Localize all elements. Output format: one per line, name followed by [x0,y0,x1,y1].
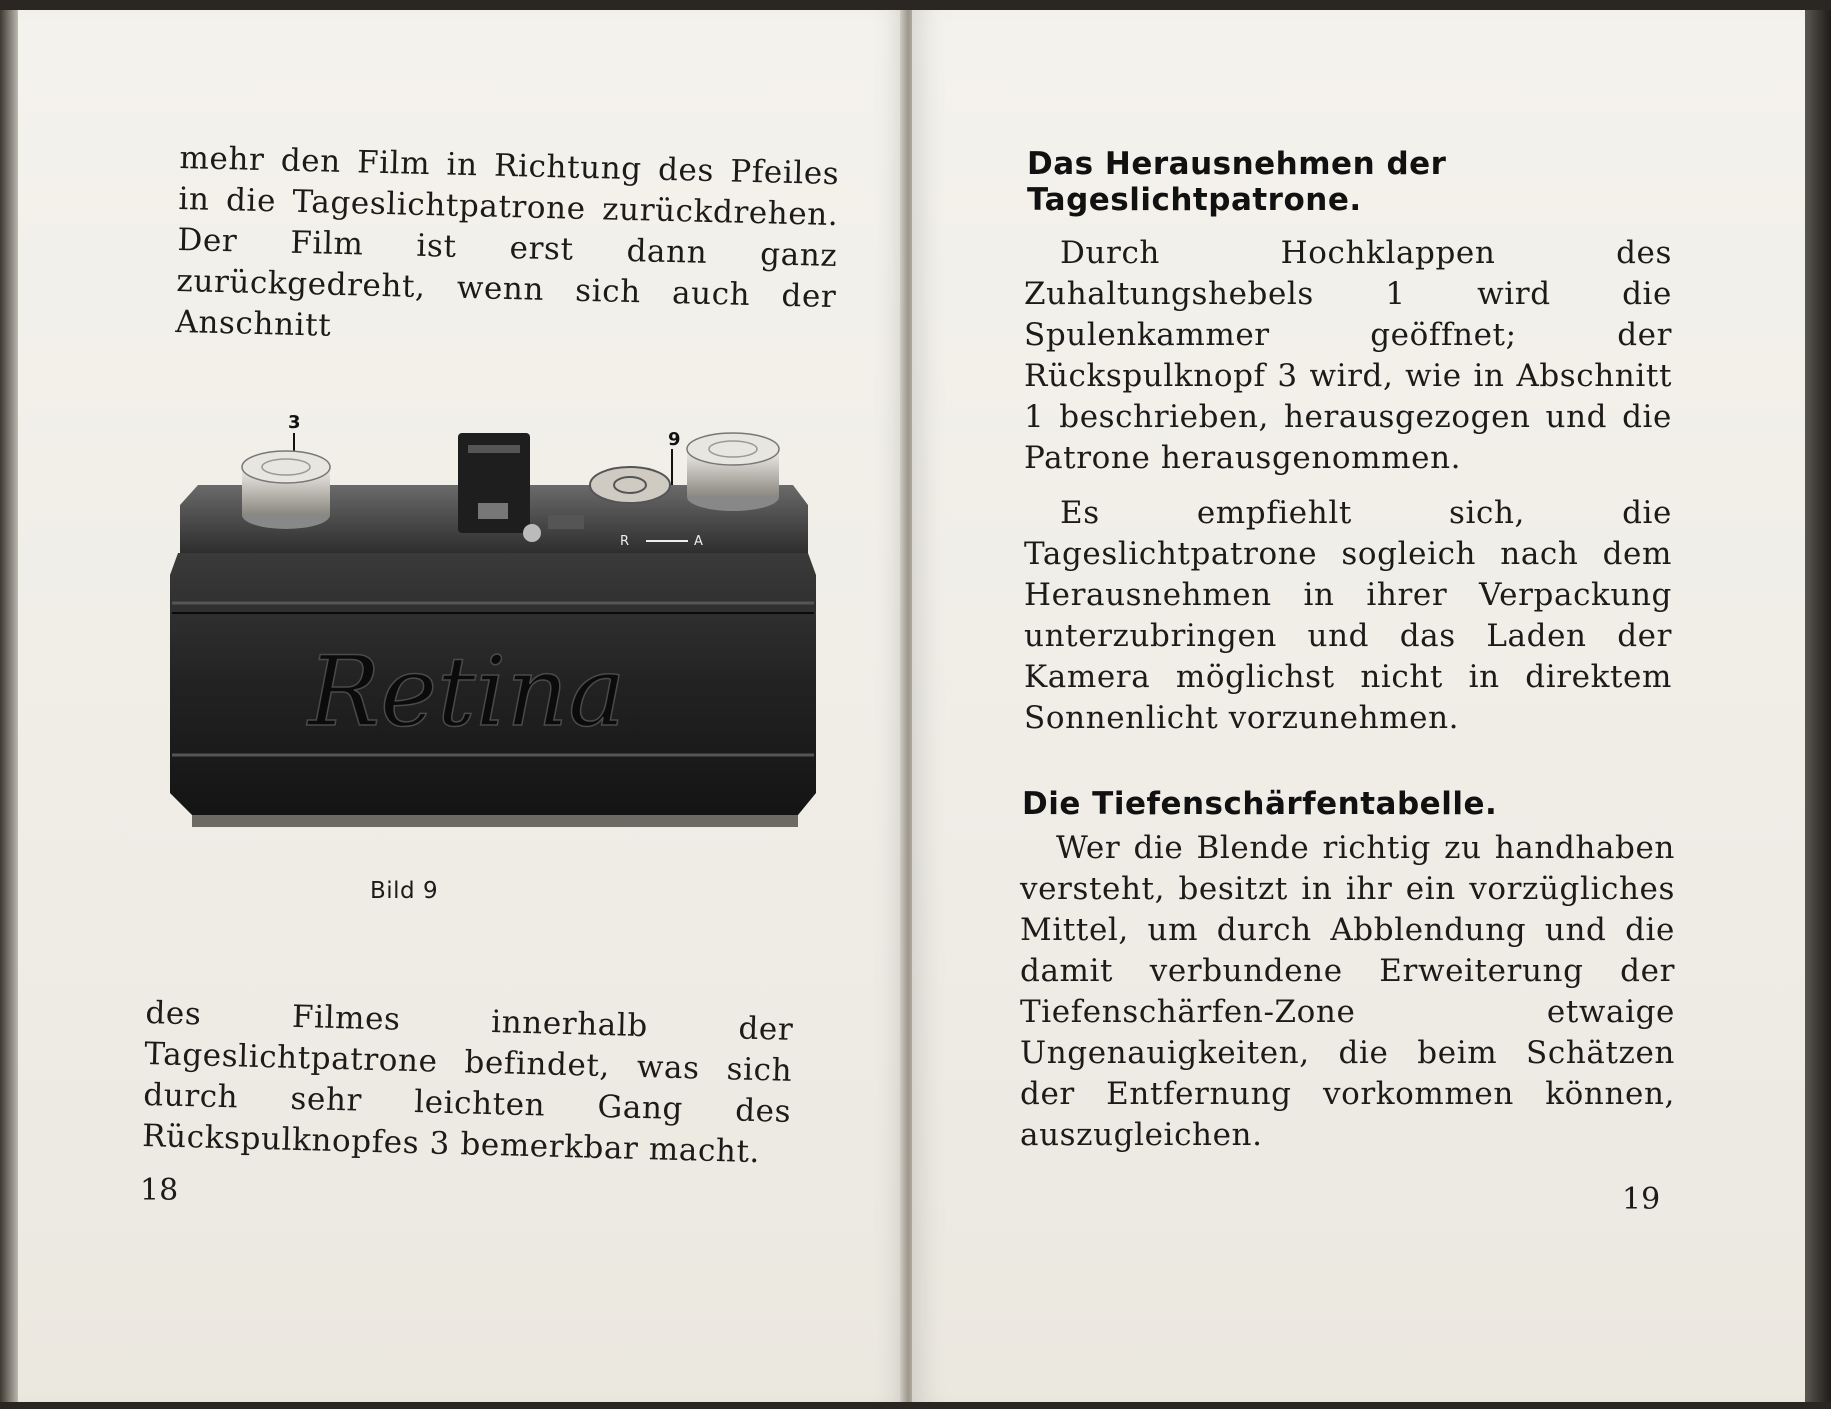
section2-paragraph-1: Wer die Blende richtig zu handhaben versteht, besitzt in ihr ein vorzügliches Mittel, um durch Abblendung und die damit verbundene Erweiterung der Tiefenschärfen-Zone etwaige Ungenauigkeiten, die beim Schätzen der Entfernung vorkommen können, auszugleichen. [1020,830,1675,1153]
figure-label-9: 9 [668,429,681,450]
section-heading-herausnehmen [1027,146,1647,218]
page-number-right: 19 [1622,1182,1661,1217]
section-heading-tiefenschaerfe: Die Tiefenschärfentabelle. [1022,786,1498,822]
page-number-left: 18 [140,1173,179,1208]
left-paragraph-bottom: des Filmes innerhalb der Tageslichtpatrone befindet, was sich durch sehr leichten Gang des Rückspulknopfes 3 bemerkbar macht. [141,994,794,1171]
right-page [912,10,1812,1402]
figure-mark-a: A [694,534,703,549]
left-page [18,10,908,1402]
book-edge-right [1805,10,1831,1402]
book-edge-left [0,10,18,1402]
left-text-bottom [142,993,794,1174]
figure-mark-r: R [620,534,630,549]
section2-body [1020,828,1675,1156]
figure-caption: Bild 9 [370,878,439,904]
left-paragraph-top: mehr den Film in Richtung des Pfeiles in die Tageslichtpatrone zurückdrehen. Der Film ist erst dann ganz zurückgedreht, wenn sich auch der Anschnitt [175,139,840,344]
left-text-top [175,138,840,359]
heading-line-1: Das Herausnehmen der [1027,146,1447,182]
figure-label-3: 3 [288,412,301,433]
camera-brand-script: Retina [308,636,626,748]
section1-paragraph-2: Es empfiehlt sich, die Tageslichtpatrone sogleich nach dem Herausnehmen in ihrer Verpackung unterzubringen und das Laden der Kamera möglichst nicht in direktem Sonnenlicht vorzunehmen. [1024,495,1672,736]
heading-line-2: Tageslichtpatrone. [1027,182,1362,218]
section1-paragraph-1: Durch Hochklappen des Zuhaltungshebels 1 wird die Spulenkammer geöffnet; der Rückspulknopf 3 wird, wie in Abschnitt 1 beschrieben, herausgezogen und die Patrone herausgenommen. [1024,235,1672,476]
camera-illustration [168,405,828,845]
section1-body [1024,233,1672,739]
